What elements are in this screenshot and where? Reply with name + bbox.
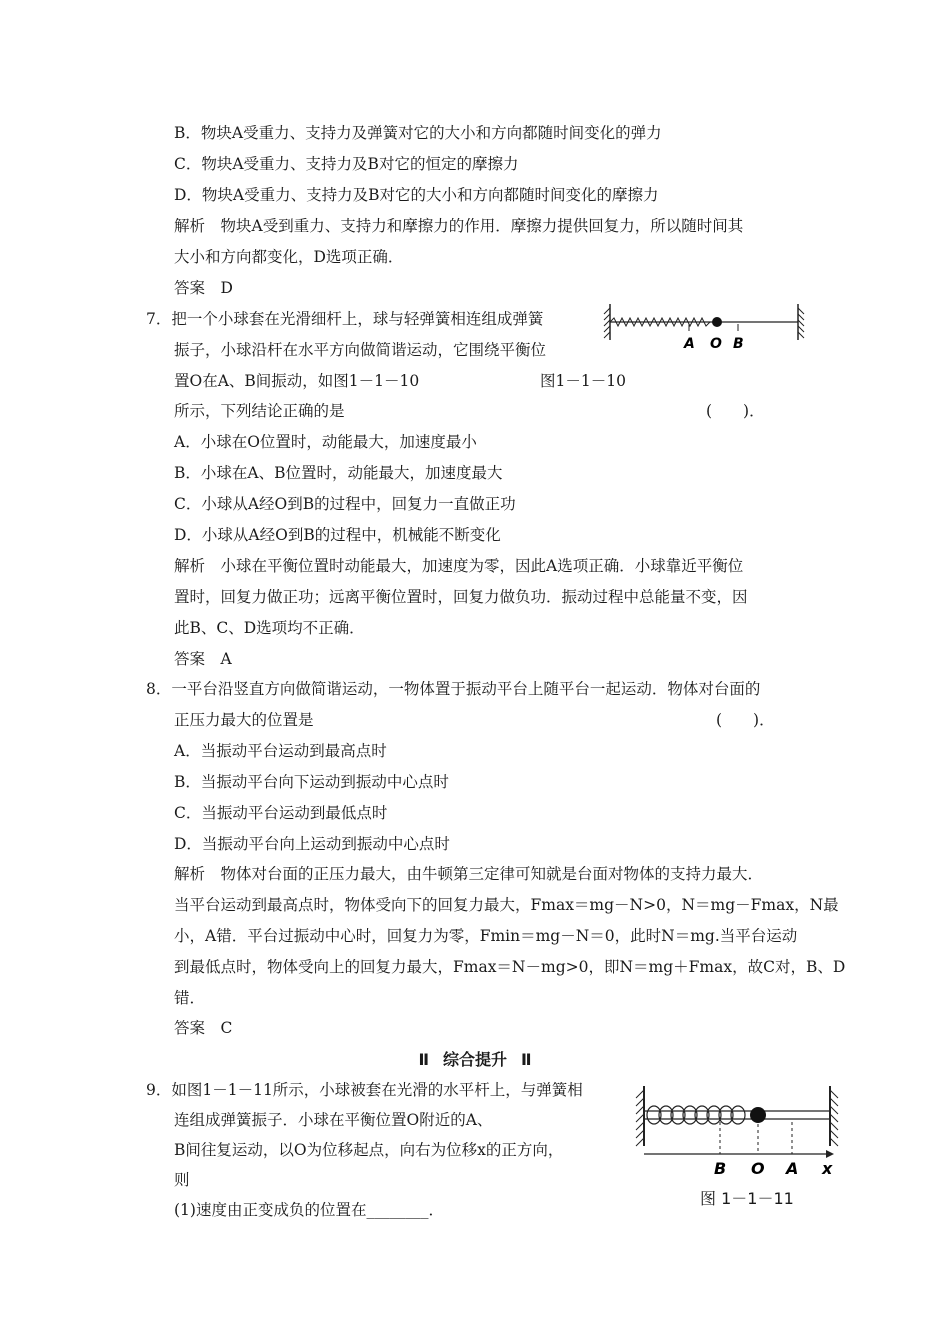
q6-option-c: C．物块A受重力、支持力及B对它的恒定的摩擦力 — [174, 155, 519, 173]
q8-option-b: B．当振动平台向下运动到振动中心点时 — [174, 773, 449, 791]
q8-answer: 答案 C — [174, 1019, 233, 1037]
q8-analysis-line5: 错． — [174, 989, 206, 1007]
q7-option-d: D．小球从A经O到B的过程中，机械能不断变化 — [174, 526, 501, 544]
q8-option-d: D．当振动平台向上运动到振动中心点时 — [174, 835, 450, 853]
q9-label-a: A — [786, 1159, 799, 1178]
q7-analysis-line2: 置时，回复力做正功；远离平衡位置时，回复力做负功．振动过程中总能量不变，因 — [174, 588, 748, 606]
q8-analysis-line4: 到最低点时，物体受向上的回复力最大，Fmax＝N－mg>0，即N＝mg＋Fmax，故C对，B、D — [174, 958, 846, 976]
q6-option-b: B．物块A受重力、支持力及弹簧对它的大小和方向都随时间变化的弹力 — [174, 124, 662, 142]
q8-option-a: A．当振动平台运动到最高点时 — [174, 742, 387, 760]
section-title: 综合提升 — [442, 1050, 507, 1069]
section-bar-left: Ⅱ — [418, 1050, 429, 1069]
q7-analysis-line1: 解析 小球在平衡位置时动能最大，加速度为零，因此A选项正确．小球靠近平衡位 — [174, 557, 744, 575]
q9-stem-line2: 连组成弹簧振子．小球在平衡位置O附近的A、 — [174, 1111, 493, 1129]
q7-stem-line1: 7．把一个小球套在光滑细杆上，球与轻弹簧相连组成弹簧 — [146, 310, 544, 328]
q7-stem-line4: 所示，下列结论正确的是 — [174, 402, 345, 420]
q9-stem-line4: 则 — [174, 1171, 190, 1189]
q9-stem-line3: B间往复运动，以O为位移起点，向右为位移x的正方向， — [174, 1141, 564, 1159]
q8-option-c: C．当振动平台运动到最低点时 — [174, 804, 388, 822]
section-heading — [0, 1047, 950, 1070]
q7-option-c: C．小球从A经O到B的过程中，回复力一直做正功 — [174, 495, 516, 513]
q9-ball — [750, 1107, 766, 1123]
q6-analysis-line2: 大小和方向都变化，D选项正确． — [174, 248, 404, 266]
q7-label-o: O — [710, 336, 722, 352]
q8-answer-bracket: ( )． — [716, 711, 775, 729]
q8-analysis-line1: 解析 物体对台面的正压力最大，由牛顿第三定律可知就是台面对物体的支持力最大． — [174, 865, 764, 883]
q7-option-b: B．小球在A、B位置时，动能最大，加速度最大 — [174, 464, 503, 482]
q9-label-x: x — [822, 1159, 833, 1178]
q9-label-o: O — [751, 1159, 765, 1178]
q7-label-b: B — [733, 336, 744, 352]
section-bar-right: Ⅱ — [521, 1050, 532, 1069]
q7-analysis-line3: 此B、C、D选项均不正确． — [174, 619, 365, 637]
q7-figure-caption: 图1－1－10 — [540, 372, 626, 390]
q8-stem-line2: 正压力最大的位置是 — [174, 711, 314, 729]
q7-answer-bracket: ( )． — [706, 402, 765, 420]
q7-ball — [712, 317, 722, 327]
q7-label-a: A — [684, 336, 695, 352]
q9-figure-caption: 图 1－1－11 — [700, 1189, 794, 1208]
q8-stem-line1: 8．一平台沿竖直方向做简谐运动，一物体置于振动平台上随平台一起运动．物体对台面的 — [146, 680, 761, 698]
q8-analysis-line2: 当平台运动到最高点时，物体受向下的回复力最大，Fmax＝mg－N>0，N＝mg－Fmax，N最 — [174, 896, 839, 914]
q7-answer: 答案 A — [174, 650, 232, 668]
q9-label-b: B — [714, 1159, 727, 1178]
q7-stem-line2: 振子，小球沿杆在水平方向做简谐运动，它围绕平衡位 — [174, 341, 547, 359]
q7-spring-oscillator-figure — [600, 300, 810, 360]
q6-option-d: D．物块A受重力、支持力及B对它的大小和方向都随时间变化的摩擦力 — [174, 186, 659, 204]
q9-subquestion-1: (1)速度由正变成负的位置在________． — [174, 1201, 444, 1219]
q9-stem-line1: 9．如图1－1－11所示，小球被套在光滑的水平杆上，与弹簧相 — [146, 1081, 583, 1099]
q6-answer: 答案 D — [174, 279, 233, 297]
q7-stem-line3: 置O在A、B间振动，如图1－1－10 — [174, 372, 420, 390]
q6-analysis-line1: 解析 物块A受到重力、支持力和摩擦力的作用．摩擦力提供回复力，所以随时间其 — [174, 217, 744, 235]
q9-spring-oscillator-figure — [630, 1082, 845, 1182]
q8-analysis-line3: 小，A错．平台过振动中心时，回复力为零，Fmin＝mg－N＝0，此时N＝mg.当平台运动 — [174, 927, 798, 945]
q7-option-a: A．小球在O位置时，动能最大，加速度最小 — [174, 433, 477, 451]
